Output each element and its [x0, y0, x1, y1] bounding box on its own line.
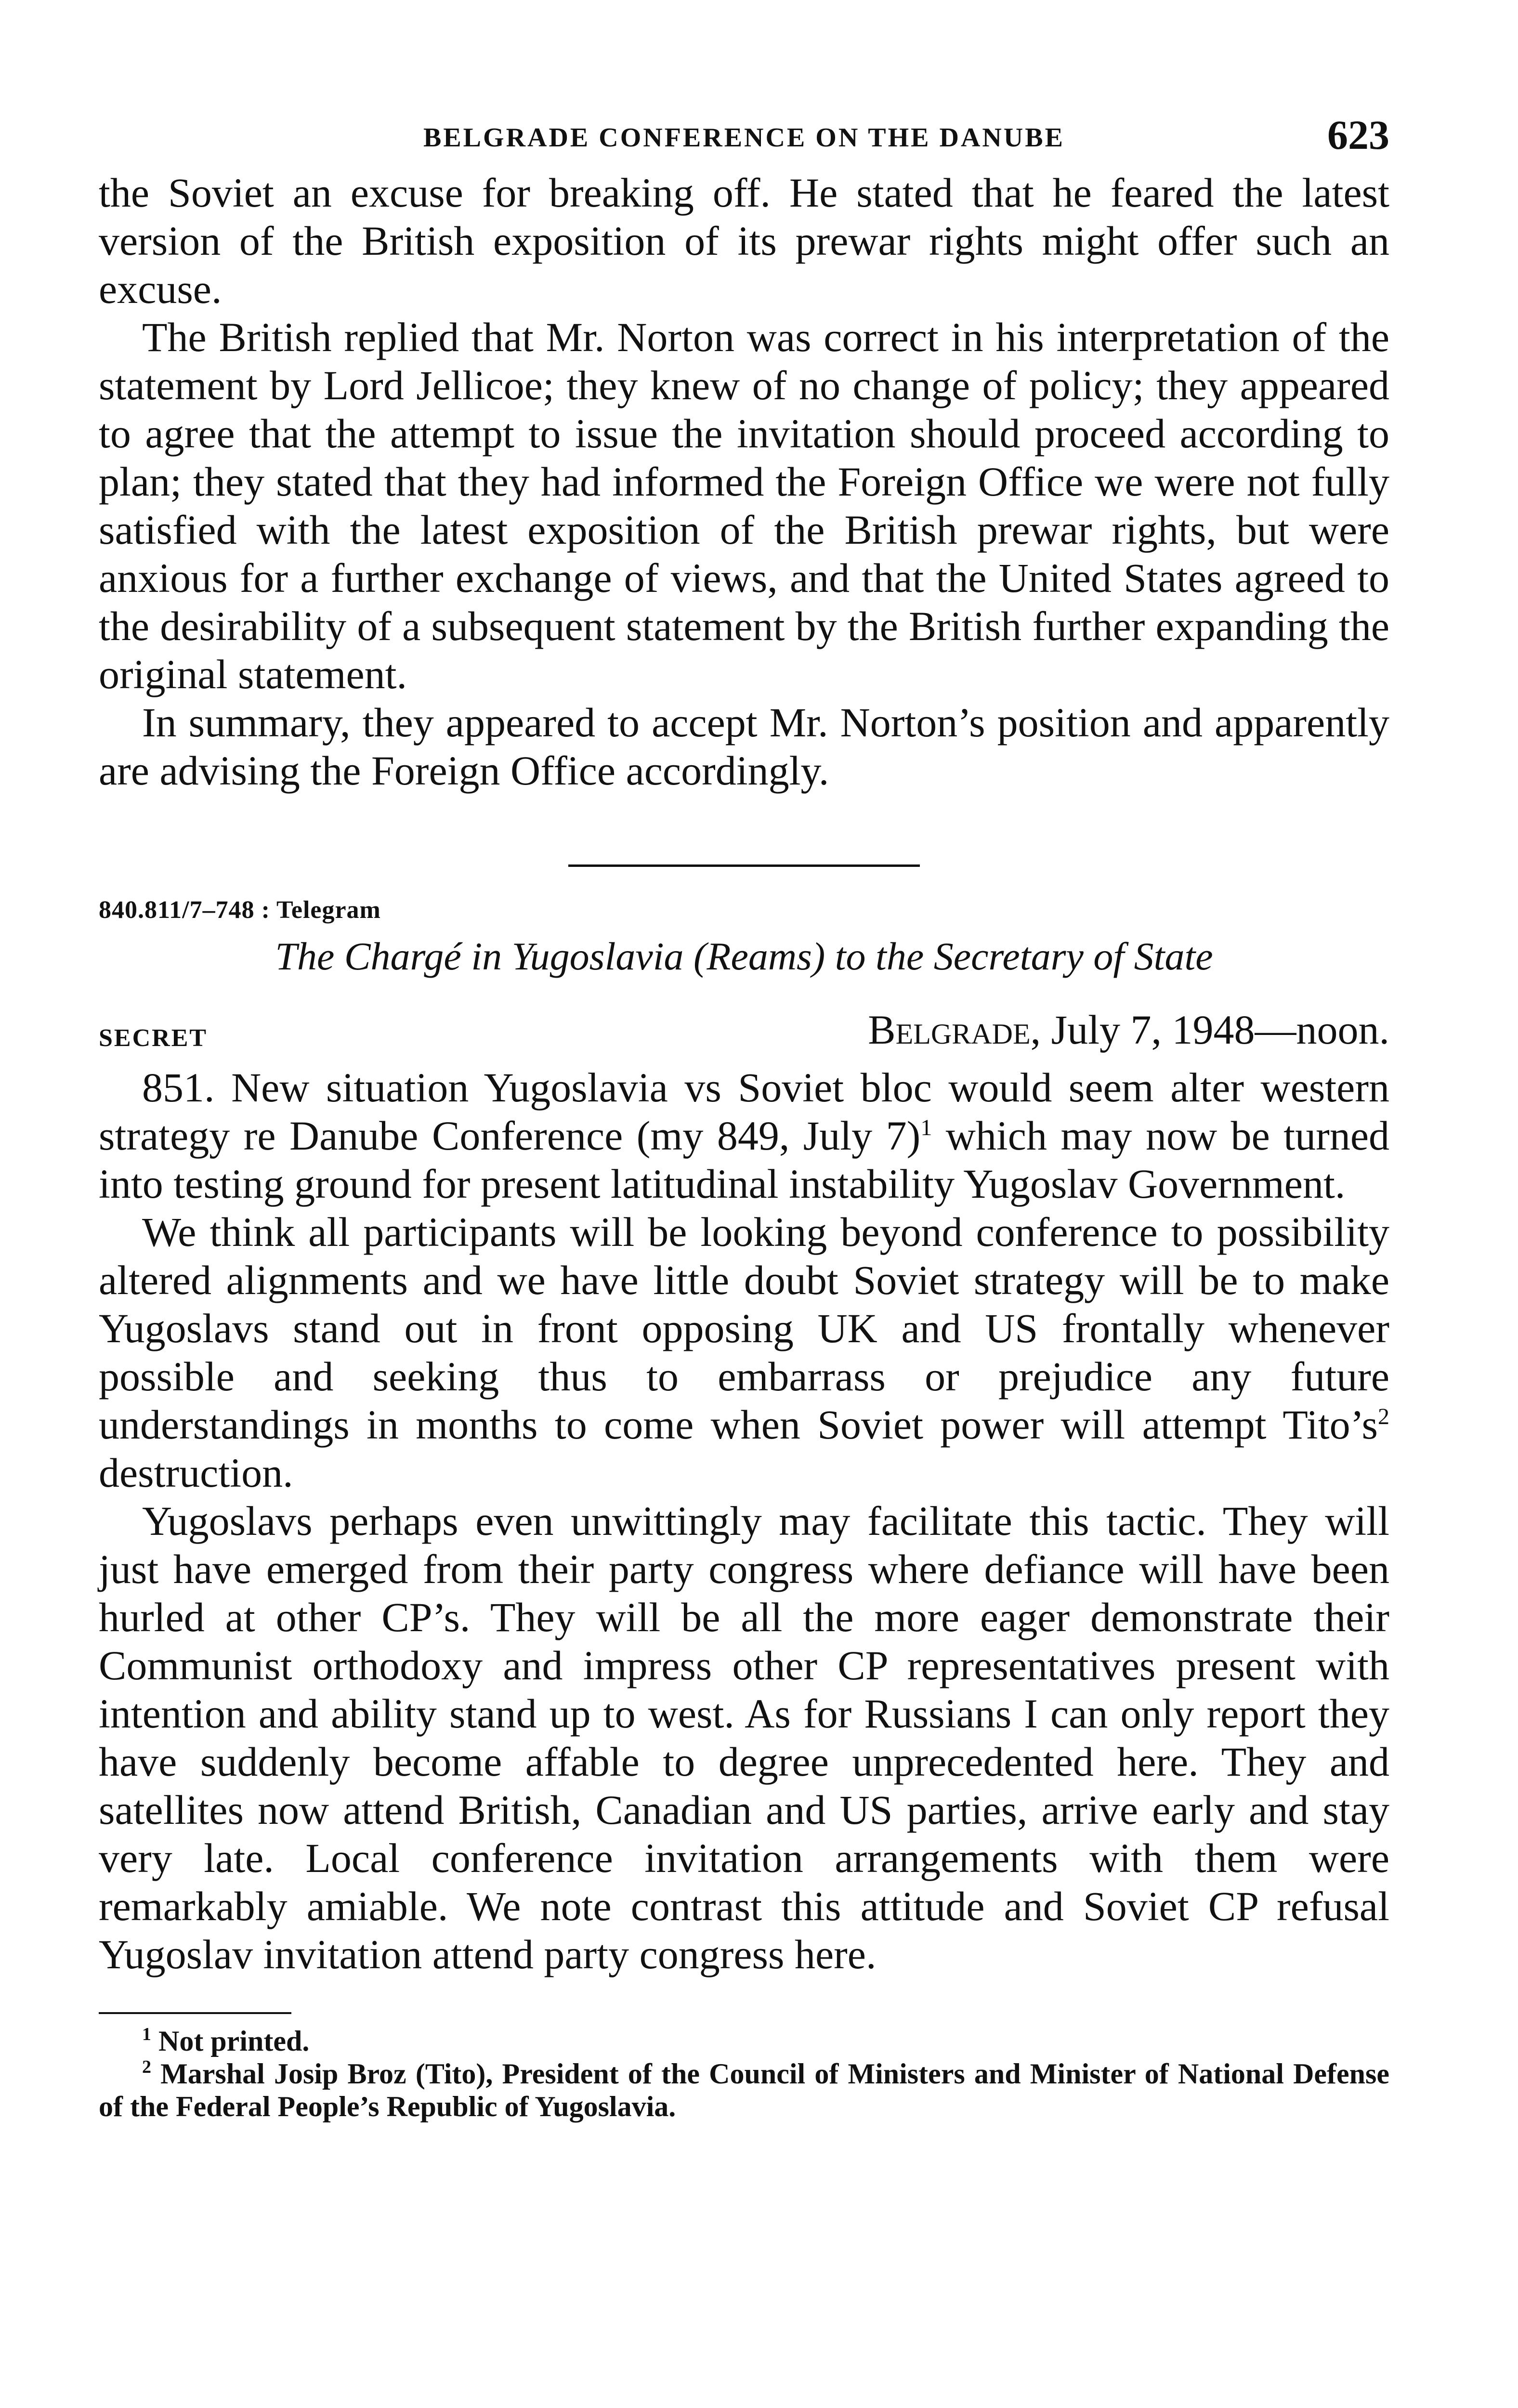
paragraph: In summary, they appeared to accept Mr. Norton’s position and apparently are advising the Foreign Office accordingly.: [99, 699, 1389, 794]
classification-label: SECRET: [99, 1024, 208, 1052]
footnote-ref: 2: [1378, 1404, 1389, 1429]
document-title: The Chargé in Yugoslavia (Reams) to the Secretary of State: [275, 934, 1213, 978]
dateline: [868, 1006, 1389, 1054]
paragraph-text: 851. New situation Yugoslavia vs Soviet bloc would seem alter western strategy re Danube Conference (my 849, July 7): [99, 1064, 1389, 1159]
paragraph-text: We think all participants will be looking beyond conference to possibility altered alignments and we have little doubt Soviet strategy will be to make Yugoslavs stand out in front opposing UK and US frontally whenever possible and seeking thus to embarrass or prejudice any future understandings in months to come when Soviet power will attempt Tito’s: [99, 1209, 1389, 1448]
section-divider: [568, 864, 920, 867]
running-title: BELGRADE CONFERENCE ON THE DANUBE: [423, 123, 1065, 153]
footnote-mark: 1: [142, 2024, 151, 2044]
footnote-text: Not printed.: [158, 2025, 310, 2057]
footnote-divider: [99, 2012, 291, 2014]
paragraph: The British replied that Mr. Norton was correct in his interpretation of the statement by Lord Jellicoe; they knew of no change of policy; they appeared to agree that the attempt to issue the invitation should proceed according to plan; they stated that they had informed the Foreign Office we were not fully satisfied with the latest exposition of the British prewar rights, but were anxious for a further exchange of views, and that the United States agreed to the desirability of a subsequent statement by the British further expanding the original statement.: [99, 314, 1389, 697]
page-number: 623: [1327, 112, 1389, 158]
page: [99, 111, 1389, 2123]
dateline-date: July 7, 1948—noon.: [1051, 1007, 1389, 1053]
paragraph: [99, 1063, 1389, 1208]
file-reference: 840.811/7–748 : Telegram: [99, 896, 381, 924]
footnote-ref: 1: [920, 1115, 932, 1140]
footnotes: [99, 2025, 1389, 2123]
footnote-text: Marshal Josip Broz (Tito), President of the Council of Ministers and Minister of National Defense of the Federal People’s Republic of Yugoslavia.: [99, 2058, 1390, 2122]
telegram-text: [99, 1063, 1389, 1978]
paragraph: Yugoslavs perhaps even unwittingly may facilitate this tactic. They will just have emerged from their party congress where defiance will have been hurled at other CP’s. They will be all the more eager demonstrate their Communist orthodoxy and impress other CP representatives present with intention and ability stand up to west. As for Russians I can only report they have suddenly become affable to degree unprecedented here. They and satellites now attend British, Canadian and US parties, arrive early and stay very late. Local conference invitation arrangements with them were remarkably amiable. We note contrast this attitude and Soviet CP refusal Yugoslav invitation attend party congress here.: [99, 1498, 1389, 1977]
previous-document-text: [99, 169, 1389, 795]
paragraph: [99, 1208, 1389, 1497]
dateline-row: [99, 1006, 1389, 1059]
dateline-place: Belgrade,: [868, 1007, 1041, 1053]
footnote-mark: 2: [142, 2057, 151, 2077]
paragraph-text: destruction.: [99, 1450, 293, 1496]
footnote: [99, 2025, 1389, 2057]
running-head: [99, 111, 1389, 169]
footnote: [99, 2057, 1389, 2123]
paragraph: the Soviet an excuse for breaking off. He stated that he feared the latest version of the British exposition of its prewar rights might offer such an excuse.: [99, 170, 1389, 312]
paragraph-text: which may now be turned into testing ground for present latitudinal instability Yugoslav Government.: [99, 1112, 1389, 1207]
